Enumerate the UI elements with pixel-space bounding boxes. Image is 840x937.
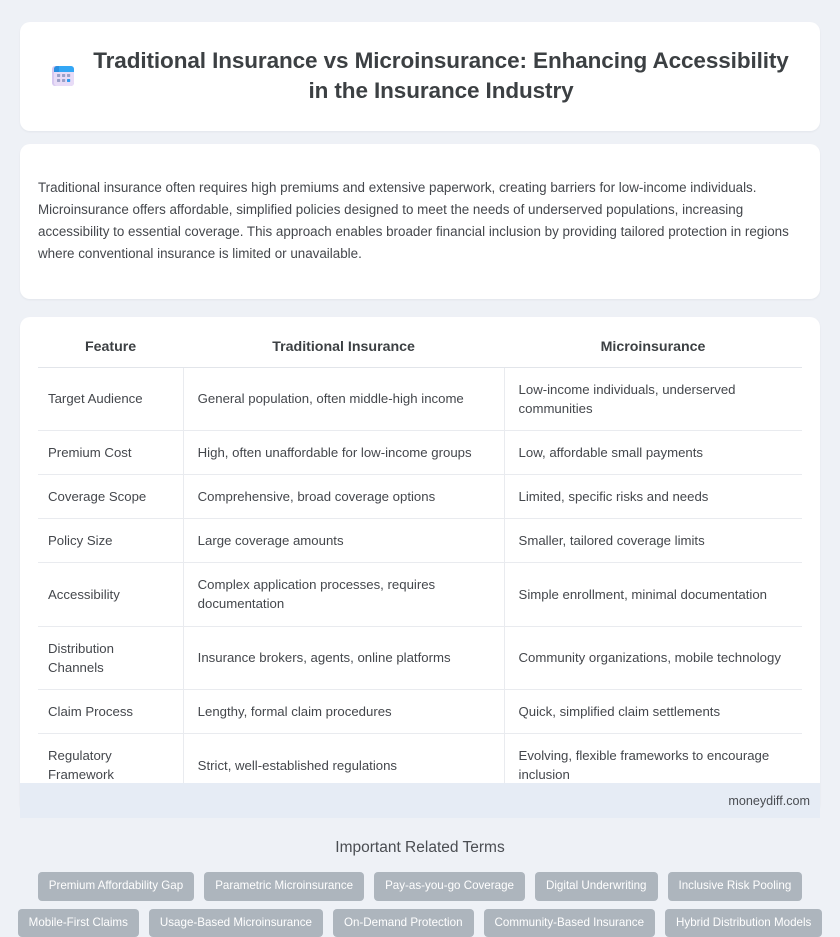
cell-feature: Accessibility (38, 563, 183, 626)
term-chip[interactable]: Digital Underwriting (535, 872, 658, 901)
column-header-traditional: Traditional Insurance (183, 331, 504, 368)
footer-bar (20, 783, 820, 818)
cell-feature: Policy Size (38, 519, 183, 563)
cell-traditional: Lengthy, formal claim procedures (183, 689, 504, 733)
table-body (38, 367, 802, 797)
term-chip[interactable]: Inclusive Risk Pooling (668, 872, 803, 901)
cell-micro: Community organizations, mobile technology (504, 626, 802, 689)
table-row (38, 563, 802, 626)
term-chip[interactable]: Hybrid Distribution Models (665, 909, 822, 937)
term-chip[interactable]: On-Demand Protection (333, 909, 474, 937)
cell-traditional: High, often unaffordable for low-income groups (183, 430, 504, 474)
cell-traditional: Comprehensive, broad coverage options (183, 475, 504, 519)
term-chip[interactable]: Community-Based Insurance (484, 909, 656, 937)
cell-micro: Simple enrollment, minimal documentation (504, 563, 802, 626)
term-chip[interactable]: Mobile-First Claims (18, 909, 139, 937)
cell-feature: Coverage Scope (38, 475, 183, 519)
cell-micro: Smaller, tailored coverage limits (504, 519, 802, 563)
term-chip[interactable]: Parametric Microinsurance (204, 872, 364, 901)
table-row (38, 626, 802, 689)
cell-feature: Target Audience (38, 367, 183, 430)
comparison-table (38, 331, 802, 798)
table-row (38, 367, 802, 430)
cell-traditional: Large coverage amounts (183, 519, 504, 563)
comparison-table-card (20, 317, 820, 814)
term-chip[interactable]: Pay-as-you-go Coverage (374, 872, 525, 901)
cell-micro: Low-income individuals, underserved communities (504, 367, 802, 430)
cell-traditional: Complex application processes, requires documentation (183, 563, 504, 626)
cell-micro: Evolving, flexible frameworks to encourage inclusion (504, 734, 802, 797)
description-card (20, 144, 820, 298)
related-terms-section (20, 839, 820, 937)
related-terms-row-1 (20, 872, 820, 901)
related-terms-chip-rows (20, 872, 820, 937)
table-row (38, 430, 802, 474)
cell-micro: Low, affordable small payments (504, 430, 802, 474)
cell-micro: Quick, simplified claim settlements (504, 689, 802, 733)
table-row (38, 475, 802, 519)
description-text: Traditional insurance often requires high premiums and extensive paperwork, creating barriers for low-income individuals. Microinsurance offers affordable, simplified policies designed to meet the needs of underserved populations, increasing accessibility to essential coverage. This approach enables broader financial inclusion by providing tailored protection in regions where conventional insurance is limited or unavailable. (38, 179, 789, 262)
cell-feature: Claim Process (38, 689, 183, 733)
term-chip[interactable]: Usage-Based Microinsurance (149, 909, 323, 937)
related-terms-heading: Important Related Terms (335, 839, 505, 857)
cell-traditional: General population, often middle-high income (183, 367, 504, 430)
cell-feature: Distribution Channels (38, 626, 183, 689)
cell-feature: Regulatory Framework (38, 734, 183, 797)
term-chip[interactable]: Premium Affordability Gap (38, 872, 194, 901)
cell-feature: Premium Cost (38, 430, 183, 474)
calendar-icon (50, 63, 76, 89)
column-header-microinsurance: Microinsurance (504, 331, 802, 368)
page-title: Traditional Insurance vs Microinsurance: Enhancing Accessibility in the Insurance Industry (93, 48, 789, 103)
table-row (38, 519, 802, 563)
title-card (20, 22, 820, 131)
column-header-feature: Feature (38, 331, 183, 368)
related-terms-row-2 (20, 909, 820, 937)
table-row (38, 689, 802, 733)
table-header-row (38, 331, 802, 368)
cell-traditional: Strict, well-established regulations (183, 734, 504, 797)
cell-traditional: Insurance brokers, agents, online platforms (183, 626, 504, 689)
cell-micro: Limited, specific risks and needs (504, 475, 802, 519)
footer-site-name: moneydiff.com (728, 793, 810, 808)
table-header (38, 331, 802, 368)
